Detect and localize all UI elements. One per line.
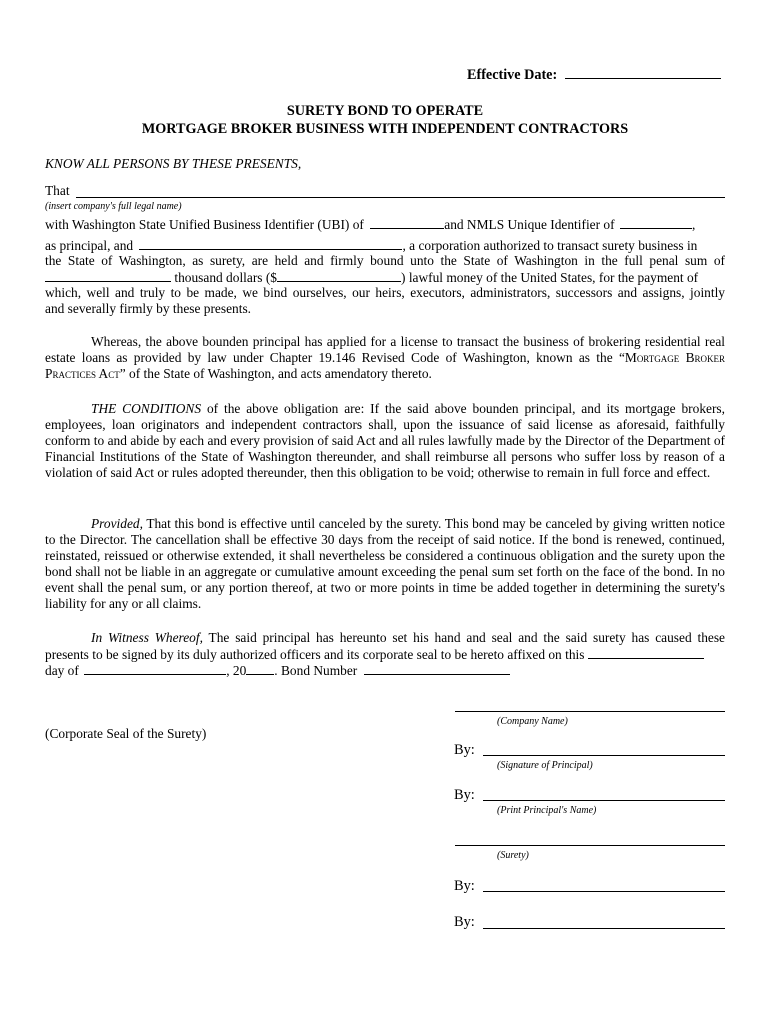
- day-of-label: day of: [45, 663, 79, 678]
- bond-number-label: . Bond Number: [274, 663, 358, 678]
- affixed-date-field[interactable]: [588, 646, 704, 659]
- conditions-text: of the above obligation are: If the said above bounden principal, and its mortgage brokers, employees, loan originators and independent contractors shall, upon the issuance of said license as aforesaid, faithfully conform to and abide by each and every provision of said Act and all rules lawfully made by the Director of the Department of Financial Institutions of the State of Washington thereunder, and shall reimburse all persons who suffer loss by reason of a violation of said Act or rules adopted thereunder, then this obligation to be void; otherwise to remain in full force and effect.: [45, 401, 725, 480]
- by-label-1: By:: [454, 742, 475, 758]
- witness-lead: In Witness Whereof,: [91, 630, 203, 645]
- witness-paragraph: [45, 630, 725, 663]
- whereas-text-before: Whereas, the above bounden principal has applied for a license to transact the business of brokering residential real estate loans as provided by law under Chapter 19.146 Revised Code of Washington, known as the “: [45, 334, 725, 365]
- nmls-label: and NMLS Unique Identifier of: [444, 217, 615, 232]
- effective-date-row: [467, 66, 721, 83]
- witness-text: The said principal has hereunto set his hand and seal and the said surety has caused these presents to be signed by its duly authorized officers and its corporate seal to be hereto affixed on this: [45, 630, 725, 662]
- surety-name-field[interactable]: [139, 237, 402, 250]
- ubi-prefix: with Washington State Unified Business Identifier (UBI) of: [45, 217, 364, 232]
- whereas-text-after: ” of the State of Washington, and acts amendatory thereto.: [119, 366, 432, 381]
- print-name-line[interactable]: [483, 800, 725, 801]
- thousand-field[interactable]: [45, 269, 171, 282]
- provided-text: That this bond is effective until canceled by the surety. This bond may be canceled by giving written notice to the Director. The cancellation shall be effective 30 days from the receipt of said notice. If the bond is renewed, continued, reinstated, reissued or otherwise extended, it shall nevertheless be considered a continuous obligation and the surety upon the bond shall not be liable in an aggregate or cumulative amount exceeding the penal sum set forth on the face of the bond. In no event shall the penal sum, or any portion thereof, at two or more points in time be added together in determining the surety's liability for any or all claims.: [45, 516, 725, 611]
- by-label-2: By:: [454, 787, 475, 803]
- nmls-comma: ,: [691, 217, 696, 232]
- by-label-3: By:: [454, 878, 475, 894]
- ubi-field[interactable]: [370, 216, 444, 229]
- by-label-4: By:: [454, 914, 475, 930]
- conditions-lead: THE CONDITIONS: [91, 401, 202, 416]
- surety-signature-line-2[interactable]: [483, 928, 725, 929]
- that-label: That: [45, 183, 70, 198]
- know-all-persons: KNOW ALL PERSONS BY THESE PRESENTS,: [45, 156, 302, 171]
- surety-line[interactable]: [455, 845, 725, 846]
- effective-date-field[interactable]: [565, 66, 721, 79]
- surety-signature-line-1[interactable]: [483, 891, 725, 892]
- principal-signature-line[interactable]: [483, 755, 725, 756]
- effective-date-label: Effective Date:: [467, 67, 558, 83]
- bond-number-field[interactable]: [364, 662, 510, 675]
- ubi-row: [45, 216, 695, 233]
- company-legal-name-field[interactable]: [76, 197, 725, 198]
- company-name-line[interactable]: [455, 711, 725, 712]
- conditions-paragraph: [45, 401, 725, 481]
- provided-paragraph: [45, 516, 725, 612]
- signature-principal-caption: (Signature of Principal): [497, 760, 593, 771]
- severally-line: and severally firmly by these presents.: [45, 301, 252, 316]
- title-line-1: SURETY BOND TO OPERATE: [286, 103, 484, 119]
- principal-row: [45, 237, 697, 254]
- day-field[interactable]: [84, 662, 226, 675]
- title-line-2: MORTGAGE BROKER BUSINESS WITH INDEPENDENT CONTRACTORS: [141, 121, 629, 137]
- thousand-label: thousand dollars ($: [174, 270, 278, 285]
- lawful-money-text: ) lawful money of the United States, for the payment of: [401, 270, 699, 285]
- surety-caption: (Surety): [497, 850, 529, 861]
- year-field[interactable]: [246, 662, 274, 675]
- whereas-paragraph: [45, 334, 725, 382]
- nmls-field[interactable]: [620, 216, 692, 229]
- provided-lead: Provided,: [91, 516, 143, 531]
- print-principal-caption: (Print Principal's Name): [497, 805, 597, 816]
- which-line: which, well and truly to be made, we bind ourselves, our heirs, executors, administrators, successors and assigns, jointly: [45, 285, 725, 300]
- company-name-caption: (Company Name): [497, 716, 568, 727]
- act-name: Mortgage Broker Practices Act: [45, 350, 725, 381]
- dollar-amount-field[interactable]: [277, 269, 401, 282]
- state-line: the State of Washington, as surety, are held and firmly bound unto the State of Washington in the full penal sum of: [45, 253, 725, 268]
- principal-prefix: as principal, and: [45, 238, 134, 253]
- corporate-seal-label: (Corporate Seal of the Surety): [45, 726, 207, 741]
- year-prefix: , 20: [226, 663, 247, 678]
- penal-sum-row: [45, 269, 698, 286]
- insert-company-hint: (insert company's full legal name): [45, 201, 182, 212]
- day-row: [45, 662, 510, 679]
- corporation-text: , a corporation authorized to transact surety business in: [402, 238, 698, 253]
